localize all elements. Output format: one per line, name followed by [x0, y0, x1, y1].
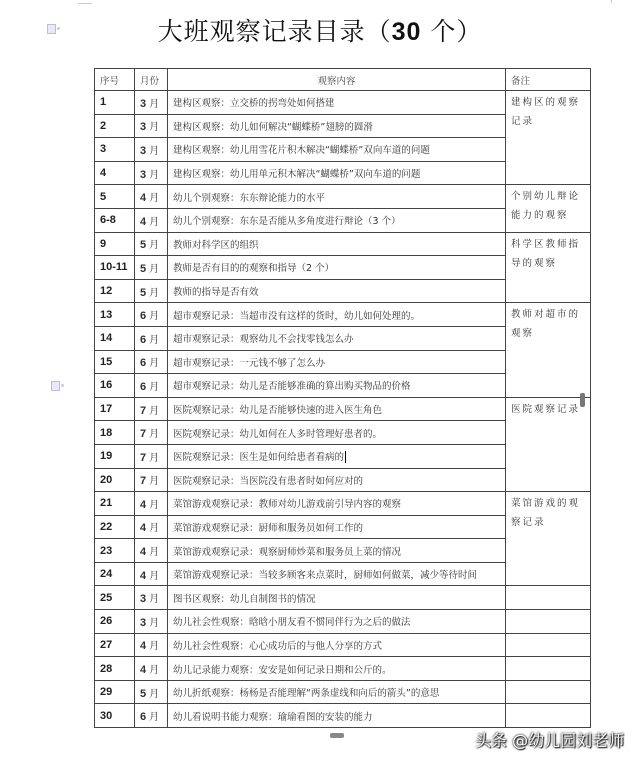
table-row	[95, 303, 591, 327]
cell-content[interactable]	[168, 444, 506, 468]
header-seq: 序号	[95, 69, 135, 91]
cell-month[interactable]	[135, 138, 168, 162]
cell-content[interactable]	[168, 374, 506, 398]
month-number: 3	[140, 593, 147, 606]
month-number: 7	[140, 451, 147, 464]
month-number: 3	[140, 144, 147, 157]
cell-month[interactable]	[135, 326, 168, 350]
table-row	[95, 232, 591, 256]
month-unit: 月	[149, 334, 160, 346]
cell-seq[interactable]: 23	[95, 539, 135, 563]
cell-seq[interactable]: 26	[95, 610, 135, 634]
cell-month[interactable]	[135, 279, 168, 303]
month-number: 4	[140, 546, 147, 559]
header-content: 观察内容	[168, 69, 506, 91]
cell-seq[interactable]: 9	[95, 232, 135, 256]
cell-seq[interactable]: 25	[95, 586, 135, 610]
content-text: 教师是否有目的的观察和指导（2 个）	[173, 263, 335, 275]
content-text: 菜馆游戏观察记录：教师对幼儿游戏前引导内容的观察	[173, 499, 402, 511]
cell-month[interactable]	[135, 633, 168, 657]
month-unit: 月	[149, 547, 160, 559]
header-note: 备注	[506, 69, 591, 91]
title-prefix: 大班观察记录目录（	[157, 17, 392, 46]
cell-month[interactable]	[135, 208, 168, 232]
month-number: 6	[140, 310, 147, 323]
watermark: 头条 @幼儿园刘老师	[475, 731, 625, 750]
cell-seq[interactable]: 15	[95, 350, 135, 374]
margin-dot-icon	[61, 384, 64, 387]
cell-note-empty[interactable]	[506, 704, 591, 728]
month-number: 3	[140, 121, 147, 134]
cell-month[interactable]	[135, 91, 168, 115]
month-unit: 月	[149, 405, 160, 417]
table-row	[95, 492, 591, 516]
cell-month[interactable]	[135, 397, 168, 421]
month-unit: 月	[149, 452, 160, 464]
table-row	[95, 657, 591, 681]
month-unit: 月	[149, 381, 160, 393]
table-row	[95, 586, 591, 610]
content-text: 建构区观察：立交桥的拐弯处如何搭建	[173, 98, 335, 110]
title-suffix: 个）	[421, 17, 483, 46]
content-text: 医院观察记录：医生是如何给患者看病的	[173, 451, 345, 463]
cell-content[interactable]	[168, 138, 506, 162]
content-text: 幼儿社会性观察：心心成功后的与他人分享的方式	[173, 640, 383, 652]
content-text: 超市观察记录：一元钱不够了怎么办	[173, 357, 326, 369]
cell-seq[interactable]: 6-8	[95, 208, 135, 232]
cell-content[interactable]	[168, 562, 506, 586]
table-row	[95, 680, 591, 704]
month-unit: 月	[149, 688, 160, 700]
table-row	[95, 704, 591, 728]
cell-content[interactable]	[168, 633, 506, 657]
cell-month[interactable]	[135, 468, 168, 492]
month-unit: 月	[149, 476, 160, 488]
cell-note-empty[interactable]	[506, 633, 591, 657]
month-number: 6	[140, 357, 147, 370]
cell-content[interactable]	[168, 114, 506, 138]
cell-month[interactable]	[135, 539, 168, 563]
month-unit: 月	[149, 641, 160, 653]
month-number: 5	[140, 239, 147, 252]
cell-seq[interactable]: 28	[95, 657, 135, 681]
cell-content[interactable]	[168, 256, 506, 280]
table-row	[95, 633, 591, 657]
cell-content[interactable]	[168, 704, 506, 728]
cell-note[interactable]: 菜馆游戏的观察记录	[506, 492, 591, 586]
month-number: 6	[140, 380, 147, 393]
cell-content[interactable]	[168, 185, 506, 209]
month-unit: 月	[149, 570, 160, 582]
cell-seq[interactable]: 5	[95, 185, 135, 209]
cell-seq[interactable]: 27	[95, 633, 135, 657]
table-row	[95, 91, 591, 115]
month-number: 3	[140, 168, 147, 181]
content-text: 医院观察记录：幼儿是否能够快速的进入医生角色	[173, 405, 383, 417]
cell-month[interactable]	[135, 114, 168, 138]
month-unit: 月	[149, 98, 160, 110]
document-title	[0, 12, 640, 48]
content-text: 建构区观察：幼儿用雪花片积木解决“蝴蝶桥”双向车道的问题	[173, 145, 430, 157]
cell-month[interactable]	[135, 680, 168, 704]
cell-month[interactable]	[135, 374, 168, 398]
month-unit: 月	[149, 311, 160, 323]
content-text: 幼儿看说明书能力观察：瑜瑜看图的安装的能力	[173, 711, 373, 723]
content-text: 幼儿个别观察：东东辩论能力的水平	[173, 192, 326, 204]
cell-content[interactable]	[168, 515, 506, 539]
cell-note-empty[interactable]	[506, 586, 591, 610]
cell-seq[interactable]: 24	[95, 562, 135, 586]
cell-month[interactable]	[135, 492, 168, 516]
month-number: 4	[140, 192, 147, 205]
cell-content[interactable]	[168, 279, 506, 303]
cell-note[interactable]: 科学区教师指导的观察	[506, 232, 591, 303]
month-number: 7	[140, 404, 147, 417]
cell-seq[interactable]: 12	[95, 279, 135, 303]
cell-month[interactable]	[135, 303, 168, 327]
cell-month[interactable]	[135, 704, 168, 728]
month-number: 5	[140, 262, 147, 275]
cell-note[interactable]: 医院观察记录	[506, 397, 591, 491]
header-month: 月份	[135, 69, 168, 91]
cell-content[interactable]	[168, 539, 506, 563]
cell-month[interactable]	[135, 610, 168, 634]
paragraph-marker-icon[interactable]	[51, 381, 60, 391]
table-body	[95, 91, 591, 728]
table-resize-handle[interactable]	[580, 393, 585, 407]
content-text: 超市观察记录：幼儿是否能够准确的算出购买物品的价格	[173, 381, 411, 393]
cell-seq[interactable]: 30	[95, 704, 135, 728]
month-unit: 月	[149, 594, 160, 606]
month-number: 4	[140, 640, 147, 653]
cell-month[interactable]	[135, 256, 168, 280]
text-cursor	[345, 451, 346, 463]
cell-month[interactable]	[135, 350, 168, 374]
content-text: 医院观察记录：幼儿如何在人多时管理好患者的。	[173, 428, 383, 440]
cell-content[interactable]	[168, 91, 506, 115]
content-text: 幼儿记录能力观察：安安是如何记录日期和公斤的。	[173, 664, 392, 676]
cell-month[interactable]	[135, 421, 168, 445]
month-number: 4	[140, 498, 147, 511]
cell-note-empty[interactable]	[506, 610, 591, 634]
month-number: 4	[140, 215, 147, 228]
content-text: 菜馆游戏观察记录：观察厨师炒菜和服务员上菜的情况	[173, 546, 402, 558]
cell-content[interactable]	[168, 421, 506, 445]
cell-seq[interactable]: 13	[95, 303, 135, 327]
cell-seq[interactable]: 17	[95, 397, 135, 421]
observation-table	[94, 68, 591, 728]
content-text: 菜馆游戏观察记录：厨师和服务员如何工作的	[173, 522, 364, 534]
month-unit: 月	[149, 240, 160, 252]
month-unit: 月	[149, 358, 160, 370]
cell-content[interactable]	[168, 326, 506, 350]
cell-seq[interactable]: 22	[95, 515, 135, 539]
cell-seq[interactable]: 20	[95, 468, 135, 492]
cell-content[interactable]	[168, 303, 506, 327]
cell-content[interactable]	[168, 161, 506, 185]
month-unit: 月	[149, 523, 160, 535]
table-row	[95, 610, 591, 634]
cell-note[interactable]: 建构区的观察记录	[506, 91, 591, 185]
content-text: 教师的指导是否有效	[173, 287, 259, 299]
month-number: 7	[140, 475, 147, 488]
cell-seq[interactable]: 1	[95, 91, 135, 115]
month-number: 4	[140, 664, 147, 677]
month-number: 5	[140, 286, 147, 299]
cell-note-empty[interactable]	[506, 680, 591, 704]
content-text: 幼儿个别观察：东东是否能从多角度进行辩论（3 个）	[173, 216, 401, 228]
cell-seq[interactable]: 4	[95, 161, 135, 185]
page-corner-top-right	[610, 0, 612, 3]
cell-note[interactable]: 个别幼儿辩论能力的观察	[506, 185, 591, 232]
content-text: 超市观察记录：当超市没有这样的货时，幼儿如何处理的。	[173, 310, 421, 322]
table-row	[95, 185, 591, 209]
month-number: 5	[140, 687, 147, 700]
cell-month[interactable]	[135, 586, 168, 610]
cell-month[interactable]	[135, 515, 168, 539]
table-row	[95, 397, 591, 421]
month-number: 7	[140, 428, 147, 441]
month-number: 6	[140, 711, 147, 724]
content-text: 建构区观察：幼儿如何解决“蝴蝶桥”翅膀的圆滑	[173, 121, 373, 133]
content-text: 幼儿折纸观察：杨杨是否能理解“两条虚线和向后的箭头”的意思	[173, 688, 440, 700]
content-text: 菜馆游戏观察记录：当较多顾客来点菜时，厨师如何做菜，减少等待时间	[173, 570, 478, 582]
cell-content[interactable]	[168, 208, 506, 232]
cell-seq[interactable]: 10-11	[95, 256, 135, 280]
cell-note-empty[interactable]	[506, 657, 591, 681]
table-header-row	[95, 69, 591, 91]
content-text: 幼儿社会性观察：晗晗小朋友看不惯同伴行为之后的做法	[173, 617, 411, 629]
month-unit: 月	[149, 169, 160, 181]
month-unit: 月	[149, 429, 160, 441]
cell-seq[interactable]: 16	[95, 374, 135, 398]
month-number: 4	[140, 522, 147, 535]
cell-seq[interactable]: 29	[95, 680, 135, 704]
month-unit: 月	[149, 145, 160, 157]
month-unit: 月	[149, 712, 160, 724]
month-number: 4	[140, 569, 147, 582]
month-unit: 月	[149, 122, 160, 134]
cell-seq[interactable]: 2	[95, 114, 135, 138]
cell-content[interactable]	[168, 610, 506, 634]
month-unit: 月	[149, 216, 160, 228]
content-text: 教师对科学区的组织	[173, 239, 259, 251]
table-bottom-handle[interactable]	[330, 733, 344, 738]
cell-content[interactable]	[168, 350, 506, 374]
cell-seq[interactable]: 18	[95, 421, 135, 445]
month-unit: 月	[149, 665, 160, 677]
cell-month[interactable]	[135, 161, 168, 185]
month-number: 6	[140, 333, 147, 346]
cell-month[interactable]	[135, 444, 168, 468]
cell-content[interactable]	[168, 492, 506, 516]
month-unit: 月	[149, 287, 160, 299]
month-number: 3	[140, 97, 147, 110]
content-text: 图书区观察：幼儿自制图书的情况	[173, 593, 316, 605]
cell-content[interactable]	[168, 586, 506, 610]
title-count: 30	[391, 18, 422, 46]
cell-month[interactable]	[135, 185, 168, 209]
cell-month[interactable]	[135, 562, 168, 586]
month-unit: 月	[149, 263, 160, 275]
cell-month[interactable]	[135, 657, 168, 681]
content-text: 医院观察记录：当医院没有患者时如何应对的	[173, 475, 364, 487]
month-unit: 月	[149, 193, 160, 205]
cell-content[interactable]	[168, 468, 506, 492]
cell-month[interactable]	[135, 232, 168, 256]
month-number: 3	[140, 616, 147, 629]
cell-seq[interactable]: 21	[95, 492, 135, 516]
month-unit: 月	[149, 617, 160, 629]
month-unit: 月	[149, 499, 160, 511]
cell-content[interactable]	[168, 657, 506, 681]
cell-note[interactable]: 教师对超市的观察	[506, 303, 591, 397]
cell-content[interactable]	[168, 397, 506, 421]
page-corner-top-left	[78, 0, 92, 4]
cell-seq[interactable]: 19	[95, 444, 135, 468]
cell-content[interactable]	[168, 232, 506, 256]
cell-content[interactable]	[168, 680, 506, 704]
content-text: 建构区观察：幼儿用单元积木解决“蝴蝶桥”双向车道的问题	[173, 169, 421, 181]
content-text: 超市观察记录：观察幼儿不会找零钱怎么办	[173, 334, 354, 346]
cell-seq[interactable]: 3	[95, 138, 135, 162]
cell-seq[interactable]: 14	[95, 326, 135, 350]
